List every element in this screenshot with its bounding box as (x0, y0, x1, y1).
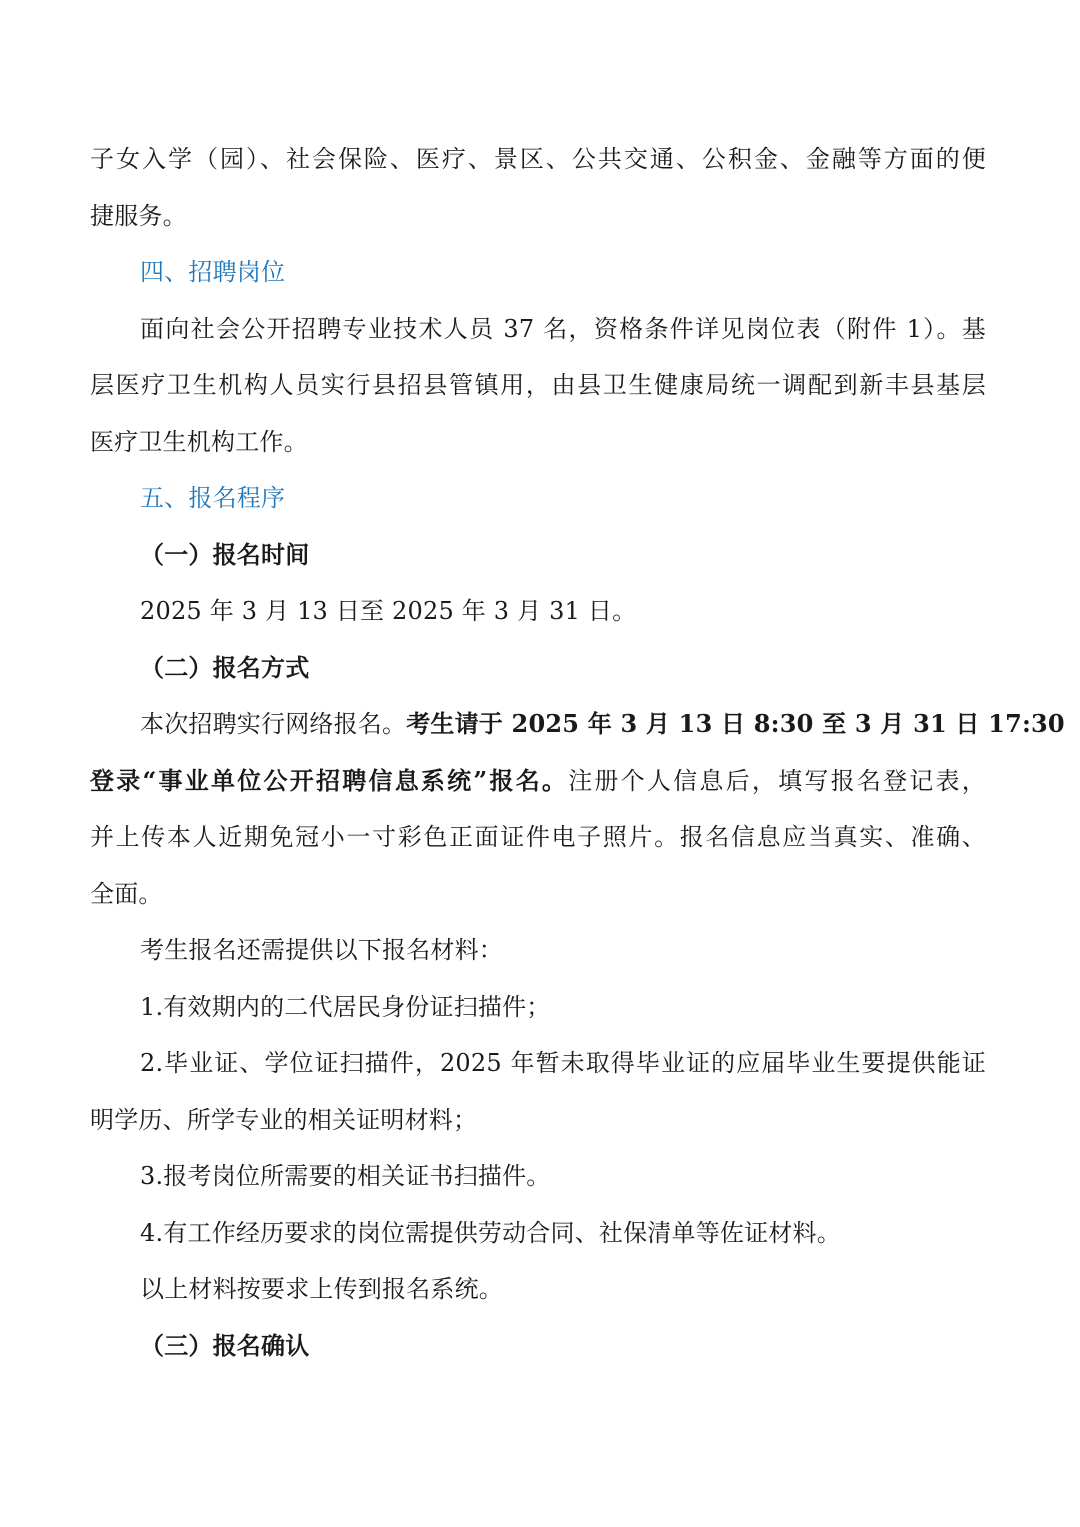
subsection-2-title: （二）报名方式 (140, 653, 310, 682)
material-item-2-line-2: 明学历、所学专业的相关证明材料； (90, 1106, 478, 1134)
registration-method-line-1-normal: 本次招聘实行网络报名。 (140, 710, 407, 738)
registration-method-line-4: 全面。 (90, 880, 163, 908)
section-4-heading: 四、招聘岗位 (140, 258, 286, 286)
registration-method-line-3: 并上传本人近期免冠小一寸彩色正面证件电子照片。报名信息应当真实、准确、 (90, 823, 986, 851)
materials-intro: 考生报名还需提供以下报名材料： (140, 936, 503, 964)
material-item-1: 1.有效期内的二代居民身份证扫描件； (140, 993, 551, 1021)
registration-time-text: 2025 年 3 月 13 日至 2025 年 3 月 31 日。 (140, 597, 637, 625)
registration-method-line-2-normal: 注册个人信息后，填写报名登记表， (568, 767, 986, 795)
material-item-4: 4.有工作经历要求的岗位需提供劳动合同、社保清单等佐证材料。 (140, 1219, 841, 1247)
material-item-2-line-1: 2.毕业证、学位证扫描件，2025 年暂未取得毕业证的应届毕业生要提供能证 (140, 1049, 986, 1077)
registration-method-line-1 (140, 708, 1065, 740)
registration-method-line-2-bold: 登录“事业单位公开招聘信息系统”报名。 (90, 766, 569, 795)
material-item-3: 3.报考岗位所需要的相关证书扫描件。 (140, 1162, 551, 1190)
section-4-line-3: 医疗卫生机构工作。 (90, 428, 308, 456)
subsection-3-title: （三）报名确认 (140, 1331, 310, 1360)
section-5-heading: 五、报名程序 (140, 484, 286, 512)
materials-closing: 以上材料按要求上传到报名系统。 (140, 1275, 503, 1303)
registration-method-line-2 (90, 765, 986, 797)
registration-method-line-1-bold: 考生请于 2025 年 3 月 13 日 8:30 至 3 月 31 日 17:30 (406, 709, 1065, 738)
section-4-line-1: 面向社会公开招聘专业技术人员 37 名，资格条件详见岗位表（附件 1）。基 (140, 315, 986, 343)
paragraph-benefits-line-1: 子女入学（园）、社会保险、医疗、景区、公共交通、公积金、金融等方面的便 (90, 145, 986, 173)
subsection-1-title: （一）报名时间 (140, 540, 310, 569)
section-4-line-2: 层医疗卫生机构人员实行县招县管镇用，由县卫生健康局统一调配到新丰县基层 (90, 371, 986, 399)
paragraph-benefits-line-2: 捷服务。 (90, 202, 187, 230)
